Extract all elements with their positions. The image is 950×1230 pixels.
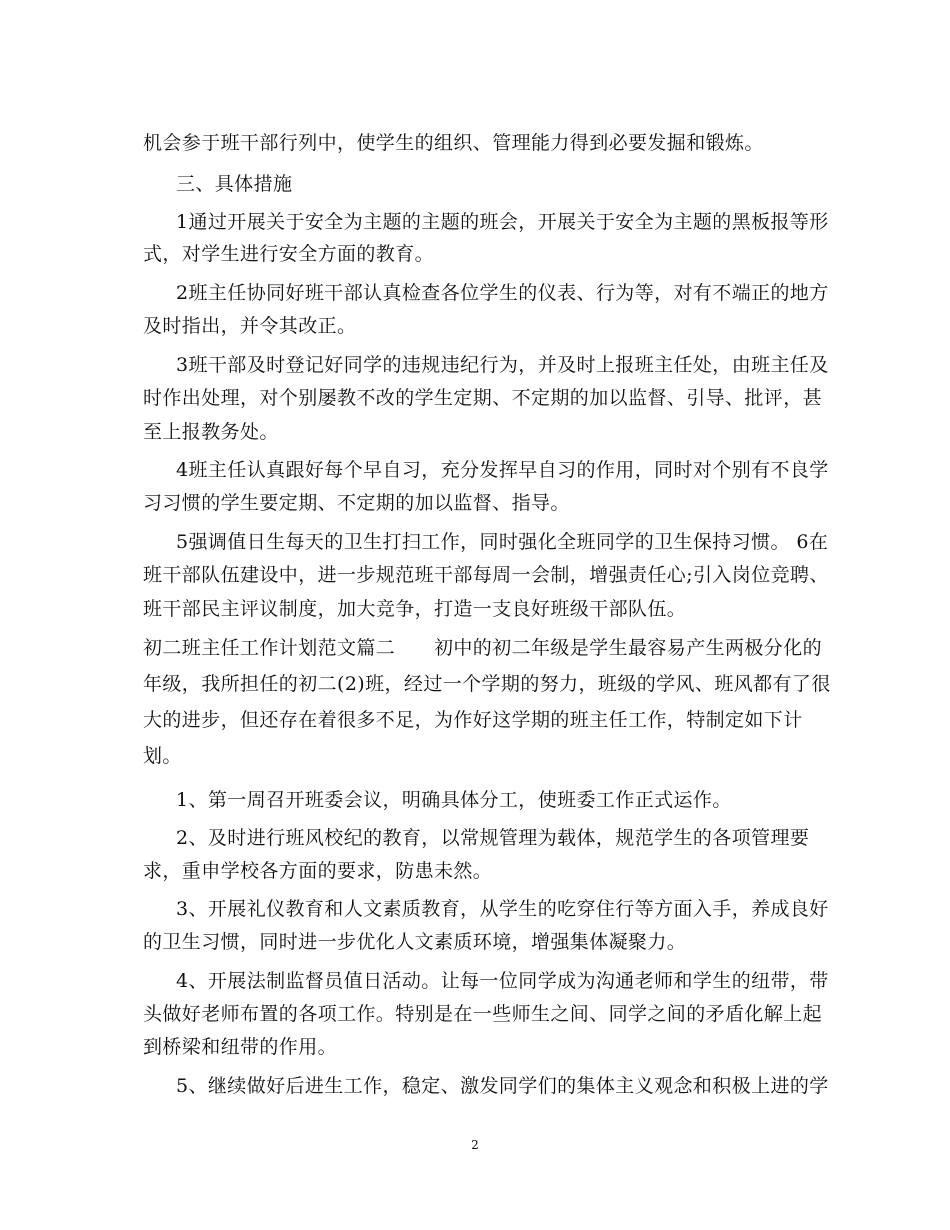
text-line: 1通过开展关于安全为主题的主题的班会，开展关于安全为主题的黑板报等形 [176,211,829,233]
text-line: 4班主任认真跟好每个早自习，充分发挥早自习的作用，同时对个别有不良学 [176,459,829,481]
text-line: 机会参于班干部行列中，使学生的组织、管理能力得到必要发掘和锻炼。 [143,132,764,154]
text-line: 2、及时进行班风校纪的教育，以常规管理为载体，规范学生的各项管理要 [176,827,810,849]
text-line: 5强调值日生每天的卫生打扫工作，同时强化全班同学的卫生保持习惯。 6在 [176,531,829,553]
text-line: 到桥梁和纽带的作用。 [143,1036,338,1058]
text-line: 5、继续做好后进生工作，稳定、激发同学们的集体主义观念和积极上进的学 [176,1075,829,1097]
text-line: 3班干部及时登记好同学的违规违纪行为，并及时上报班主任处，由班主任及 [176,354,829,376]
text-line: 习习惯的学生要定期、不定期的加以监督、指导。 [143,492,570,514]
text-line: 2班主任协同好班干部认真检查各位学生的仪表、行为等，对有不端正的地方 [176,282,829,304]
text-line: 班干部民主评议制度，加大竞争，打造一支良好班级干部队伍。 [143,598,687,620]
text-line: 班干部队伍建设中，进一步规范班干部每周一会制，增强责任心;引入岗位竞聘、 [143,564,829,586]
text-line: 3、开展礼仪教育和人文素质教育，从学生的吃穿住行等方面入手，养成良好 [176,898,829,920]
text-line: 4、开展法制监督员值日活动。让每一位同学成为沟通老师和学生的纽带，带 [176,970,829,992]
text-line: 式，对学生进行安全方面的教育。 [143,243,435,265]
section-heading: 三、具体措施 [176,173,293,195]
text-line: 求，重申学校各方面的要求，防患未然。 [143,860,493,882]
text-line: 至上报教务处。 [143,421,279,443]
text-line: 及时指出，并令其改正。 [143,315,357,337]
text-line: 初二班主任工作计划范文篇二 初中的初二年级是学生最容易产生两极分化的 [143,637,823,659]
text-line: 大的进步，但还存在着很多不足，为作好这学期的班主任工作，特制定如下计 [143,709,803,731]
text-line: 的卫生习惯，同时进一步优化人文素质环境，增强集体凝聚力。 [143,931,687,953]
text-line: 划。 [143,745,182,767]
text-line: 年级，我所担任的初二(2)班，经过一个学期的努力，班级的学风、班风都有了很 [143,673,831,695]
text-line: 时作出处理，对个别屡教不改的学生定期、不定期的加以监督、引导、批评，甚 [143,387,823,409]
text-line: 头做好老师布置的各项工作。特别是在一些师生之间、同学之间的矛盾化解上起 [143,1003,823,1025]
text-line: 1、第一周召开班委会议，明确具体分工，使班委工作正式运作。 [176,789,732,811]
page-number: 2 [471,1138,479,1152]
